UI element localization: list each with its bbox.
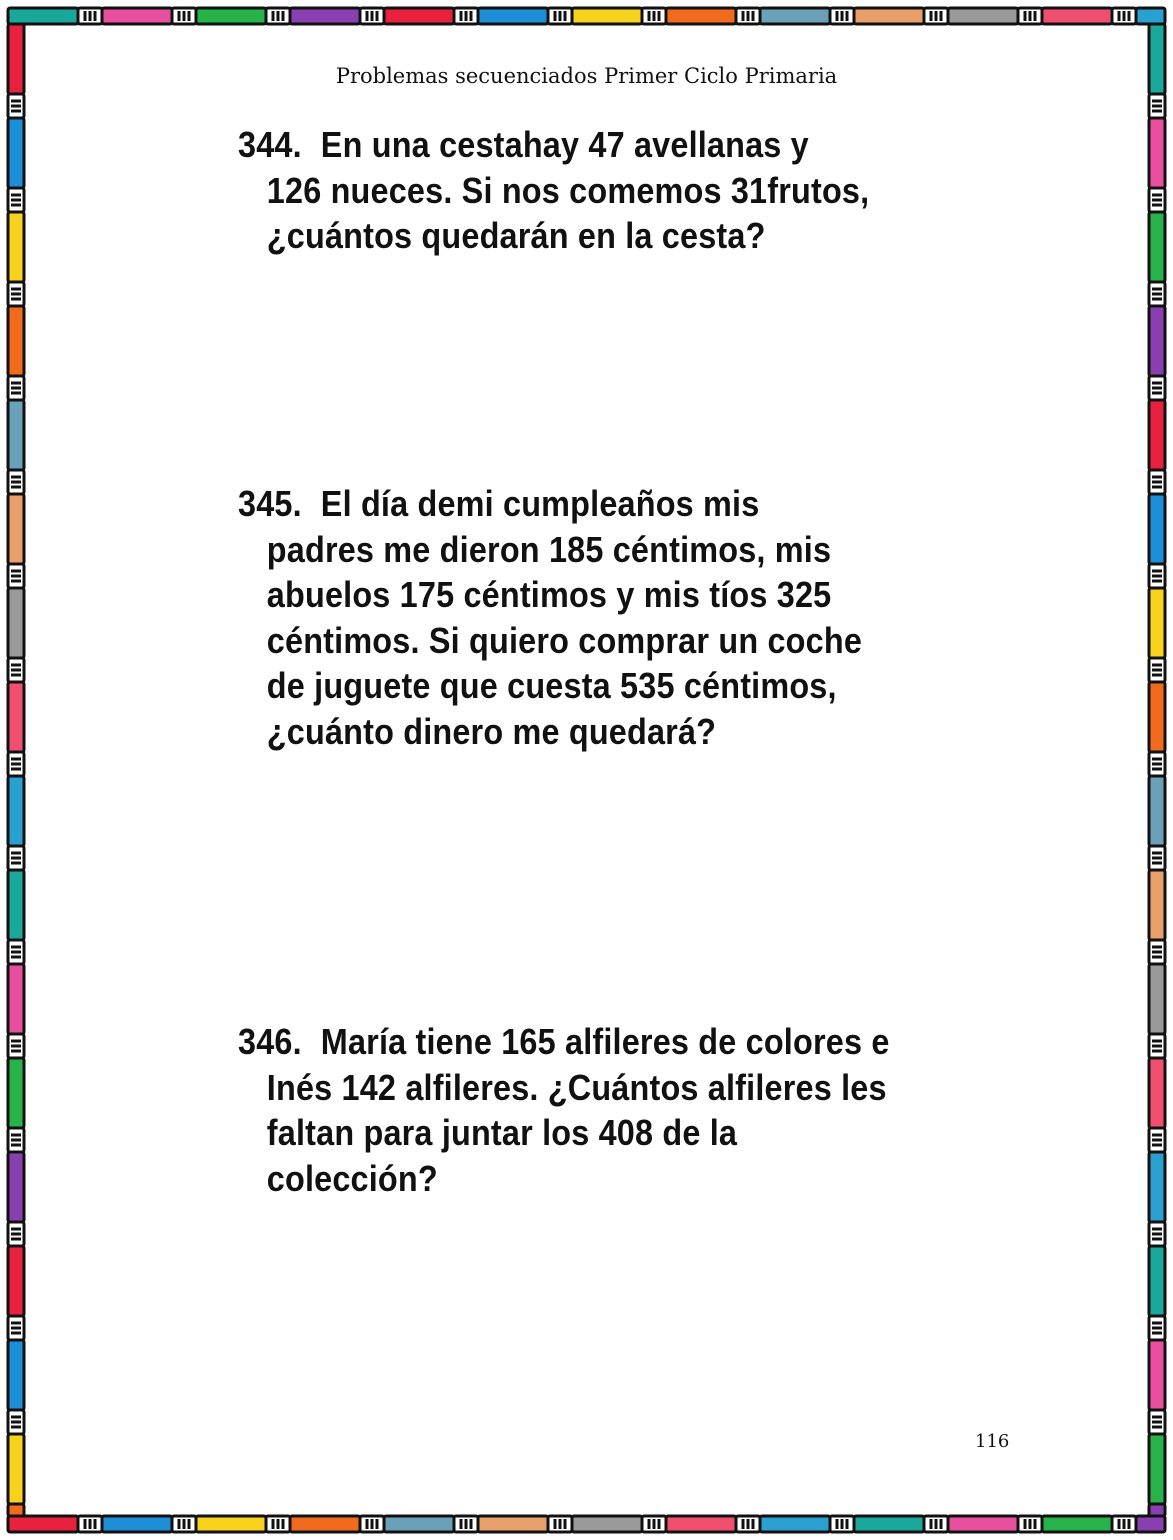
border-segment xyxy=(8,1340,24,1410)
problem-line: ¿cuánto dinero me quedará? xyxy=(266,710,717,752)
border-segment xyxy=(572,8,642,24)
problem-line: ¿cuántos quedarán en la cesta? xyxy=(266,215,766,256)
border-segment xyxy=(290,8,360,24)
border-segment xyxy=(1149,588,1165,658)
border-segment xyxy=(1136,1516,1165,1532)
problem-line xyxy=(238,1019,890,1065)
border-segment xyxy=(1136,8,1165,24)
border-segment xyxy=(760,8,830,24)
border-segment xyxy=(8,588,24,658)
border-segment xyxy=(1149,1434,1165,1504)
border-segment xyxy=(1149,682,1165,752)
border-segment xyxy=(1149,494,1165,564)
problem-line: faltan para juntar los 408 de la xyxy=(266,1112,738,1153)
problem-line xyxy=(238,481,886,527)
problem-number: 346. xyxy=(238,1021,302,1062)
border-segment xyxy=(1042,8,1112,24)
border-segment xyxy=(572,1516,642,1532)
border-segment xyxy=(8,964,24,1034)
problem-text: El día demi cumpleaños mis xyxy=(320,483,760,524)
problem-line: de juguete que cuesta 535 céntimos, xyxy=(266,665,837,706)
problem-text: María tiene 165 alfileres de colores e xyxy=(320,1021,890,1062)
border-segment xyxy=(478,8,548,24)
page-number: 116 xyxy=(975,1431,1010,1452)
border-segment xyxy=(384,1516,454,1532)
border-segment xyxy=(1149,400,1165,470)
border-segment xyxy=(1149,964,1165,1034)
border-segment xyxy=(854,1516,924,1532)
border-segment xyxy=(196,1516,266,1532)
border-segment xyxy=(666,1516,736,1532)
border-segment xyxy=(1149,1340,1165,1410)
problem-number: 344. xyxy=(238,124,302,165)
border-segment xyxy=(8,776,24,846)
border-segment xyxy=(666,8,736,24)
border-segment xyxy=(1149,1058,1165,1128)
border-segment xyxy=(8,1058,24,1128)
border-segment xyxy=(8,212,24,282)
border-segment xyxy=(196,8,266,24)
border-segment xyxy=(1149,1246,1165,1316)
border-segment xyxy=(102,8,172,24)
problem-line: abuelos 175 céntimos y mis tíos 325 xyxy=(266,574,832,615)
border-segment xyxy=(8,306,24,376)
border-segment xyxy=(290,1516,360,1532)
problem-line: 126 nueces. Si nos comemos 31frutos, xyxy=(266,169,870,211)
border-segment xyxy=(948,8,1018,24)
page-header: Problemas secuenciados Primer Ciclo Primaria xyxy=(335,64,838,88)
border-segment xyxy=(8,682,24,752)
border-segment xyxy=(1149,1152,1165,1222)
border-segment xyxy=(8,1152,24,1222)
border-segment xyxy=(1149,776,1165,846)
problem-line: colección? xyxy=(266,1157,438,1199)
border-segment xyxy=(384,8,454,24)
problem-345 xyxy=(238,481,886,754)
border-segment xyxy=(1149,306,1165,376)
border-segment xyxy=(1149,118,1165,188)
border-segment xyxy=(8,1504,24,1516)
border-segment xyxy=(1149,1504,1165,1516)
problem-line xyxy=(238,122,886,168)
problem-text: En una cestahay 47 avellanas y xyxy=(320,124,809,165)
problem-line: padres me dieron 185 céntimos, mis xyxy=(266,528,832,570)
border-segment xyxy=(102,1516,172,1532)
border-segment xyxy=(8,1434,24,1504)
problem-number: 345. xyxy=(238,483,302,524)
border-segment xyxy=(8,400,24,470)
problem-line: Inés 142 alfileres. ¿Cuántos alfileres les xyxy=(266,1066,887,1108)
problem-346 xyxy=(238,1019,890,1201)
border-segment xyxy=(854,8,924,24)
border-segment xyxy=(8,494,24,564)
border-segment xyxy=(8,1516,78,1532)
border-segment xyxy=(8,1246,24,1316)
border-segment xyxy=(948,1516,1018,1532)
border-segment xyxy=(8,870,24,940)
border-segment xyxy=(1149,870,1165,940)
border-segment xyxy=(8,118,24,188)
border-segment xyxy=(8,8,78,24)
border-segment xyxy=(1042,1516,1112,1532)
border-segment xyxy=(760,1516,830,1532)
border-segment xyxy=(1149,212,1165,282)
problem-line: céntimos. Si quiero comprar un coche xyxy=(266,619,863,661)
border-segment xyxy=(478,1516,548,1532)
problem-344 xyxy=(238,122,886,259)
